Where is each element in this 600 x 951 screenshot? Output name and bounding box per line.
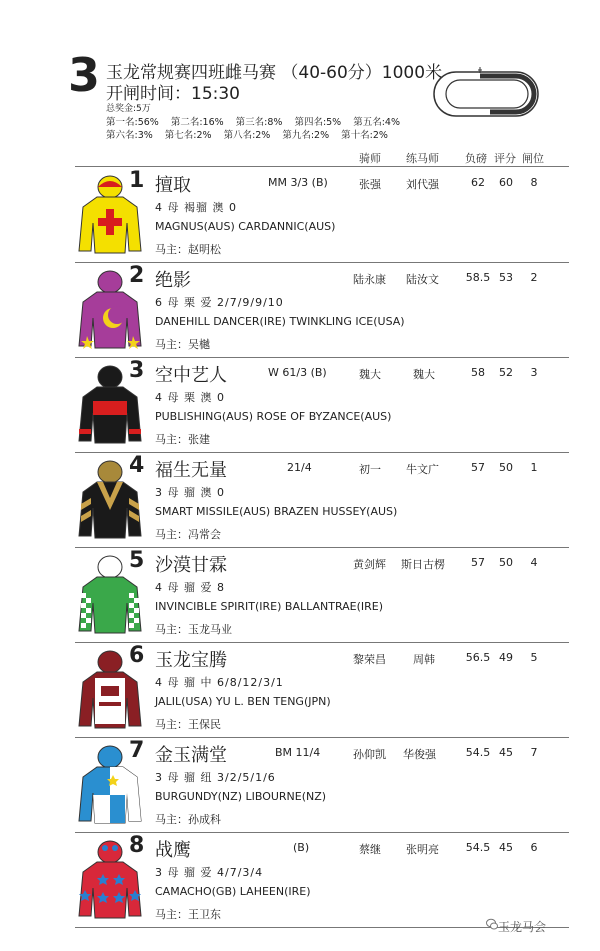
race-entry-7 xyxy=(75,737,569,833)
carried-weight: 62 xyxy=(471,176,485,189)
horse-name: 战鹰 xyxy=(155,840,191,861)
horse-owner: 马主：冯常会 xyxy=(155,528,221,541)
horse-details: 3 母 骝 爱 4/7/3/4 xyxy=(155,866,264,879)
horse-name: 擅取 xyxy=(155,175,191,196)
horse-details: 3 母 骝 纽 3/2/5/1/6 xyxy=(155,771,276,784)
entry-number: 1 xyxy=(129,168,145,193)
draw: 1 xyxy=(530,461,538,474)
jockey-name: 蔡继 xyxy=(359,843,381,856)
horse-note: 21/4 xyxy=(287,461,312,474)
draw: 8 xyxy=(530,176,538,189)
horse-owner: 马主：王保民 xyxy=(155,718,221,731)
prize-distribution-row-2: 第六名:3% 第七名:2% 第八名:2% 第九名:2% 第十名:2% xyxy=(106,130,388,141)
trainer-name: 斯日古楞 xyxy=(401,558,445,571)
horse-note: MM 3/3 (B) xyxy=(268,176,328,189)
horse-pedigree: JALIL(USA) YU L. BEN TENG(JPN) xyxy=(155,695,331,708)
horse-details: 3 母 骝 澳 0 xyxy=(155,486,225,499)
horse-pedigree: INVINCIBLE SPIRIT(IRE) BALLANTRAE(IRE) xyxy=(155,600,384,613)
race-entry-5 xyxy=(75,547,569,643)
rating: 45 xyxy=(499,841,513,854)
race-entry-1 xyxy=(75,167,569,263)
rating: 45 xyxy=(499,746,513,759)
jockey-name: 魏大 xyxy=(359,368,381,381)
horse-pedigree: PUBLISHING(AUS) ROSE OF BYZANCE(AUS) xyxy=(155,410,392,423)
horse-owner: 马主：吴樾 xyxy=(155,338,210,351)
horse-details: 6 母 栗 爱 2/7/9/9/10 xyxy=(155,296,284,309)
entry-number: 8 xyxy=(129,833,145,858)
horse-note: W 61/3 (B) xyxy=(268,366,327,379)
carried-weight: 56.5 xyxy=(465,651,491,664)
horse-pedigree: SMART MISSILE(AUS) BRAZEN HUSSEY(AUS) xyxy=(155,505,398,518)
horse-pedigree: DANEHILL DANCER(IRE) TWINKLING ICE(USA) xyxy=(155,315,405,328)
trainer-name: 刘代强 xyxy=(406,178,439,191)
trainer-name: 周韩 xyxy=(413,653,435,666)
horse-name: 绝影 xyxy=(155,270,191,291)
carried-weight: 58.5 xyxy=(465,271,491,284)
horse-pedigree: MAGNUS(AUS) CARDANNIC(AUS) xyxy=(155,220,336,233)
draw: 7 xyxy=(530,746,538,759)
entry-number: 2 xyxy=(129,263,145,288)
trainer-name: 牛文广 xyxy=(406,463,439,476)
rating: 60 xyxy=(499,176,513,189)
trainer-name: 张明亮 xyxy=(406,843,439,856)
carried-weight: 58 xyxy=(471,366,485,379)
carried-weight: 57 xyxy=(471,461,485,474)
column-header-weight: 负磅 xyxy=(465,152,487,165)
draw: 4 xyxy=(530,556,538,569)
race-entry-4 xyxy=(75,452,569,548)
column-header-rating: 评分 xyxy=(494,152,516,165)
track-diagram-icon xyxy=(420,62,548,126)
horse-owner: 马主：王卫东 xyxy=(155,908,221,921)
column-header-draw: 闸位 xyxy=(522,152,544,165)
trainer-name: 魏大 xyxy=(413,368,435,381)
prize-distribution-row-1: 第一名:56% 第二名:16% 第三名:8% 第四名:5% 第五名:4% xyxy=(106,117,400,128)
horse-name: 福生无量 xyxy=(155,460,227,481)
jockey-name: 孙仰凯 xyxy=(353,748,386,761)
rating: 50 xyxy=(499,556,513,569)
trainer-name: 华俊强 xyxy=(403,748,436,761)
race-entry-6 xyxy=(75,642,569,738)
horse-owner: 马主：赵明松 xyxy=(155,243,221,256)
horse-name: 金玉满堂 xyxy=(155,745,227,766)
draw: 3 xyxy=(530,366,538,379)
entry-number: 3 xyxy=(129,358,145,383)
watermark: 玉龙马会 xyxy=(498,920,547,934)
horse-name: 空中艺人 xyxy=(155,365,227,386)
race-title: 玉龙常规赛四班雌马赛 （40-60分）1000米 xyxy=(106,63,443,83)
column-header-jockey: 骑师 xyxy=(359,152,381,165)
horse-name: 沙漠甘霖 xyxy=(155,555,227,576)
race-entry-8 xyxy=(75,832,569,928)
horse-owner: 马主：张建 xyxy=(155,433,210,446)
wechat-icon xyxy=(486,918,498,930)
jockey-name: 黎荣昌 xyxy=(353,653,386,666)
horse-pedigree: BURGUNDY(NZ) LIBOURNE(NZ) xyxy=(155,790,327,803)
horse-details: 4 母 骝 爱 8 xyxy=(155,581,225,594)
entry-number: 7 xyxy=(129,738,145,763)
jockey-name: 陆永康 xyxy=(353,273,386,286)
race-purse: 总奖金:5万 xyxy=(106,104,151,114)
draw: 2 xyxy=(530,271,538,284)
draw: 6 xyxy=(530,841,538,854)
horse-details: 4 母 骝 中 6/8/12/3/1 xyxy=(155,676,284,689)
carried-weight: 54.5 xyxy=(465,746,491,759)
race-header xyxy=(0,0,600,165)
entry-number: 5 xyxy=(129,548,145,573)
horse-note: BM 11/4 xyxy=(275,746,321,759)
race-entry-3 xyxy=(75,357,569,453)
column-header-trainer: 练马师 xyxy=(406,152,439,165)
rating: 52 xyxy=(499,366,513,379)
trainer-name: 陆汝文 xyxy=(406,273,439,286)
horse-note: (B) xyxy=(293,841,310,854)
carried-weight: 54.5 xyxy=(465,841,491,854)
jockey-name: 初一 xyxy=(359,463,381,476)
carried-weight: 57 xyxy=(471,556,485,569)
rating: 49 xyxy=(499,651,513,664)
jockey-name: 黄剑辉 xyxy=(353,558,386,571)
jockey-name: 张强 xyxy=(359,178,381,191)
rating: 53 xyxy=(499,271,513,284)
entry-number: 6 xyxy=(129,643,145,668)
race-start-time: 开闸时间：15:30 xyxy=(106,84,240,104)
horse-details: 4 母 褐骝 澳 0 xyxy=(155,201,237,214)
horse-name: 玉龙宝腾 xyxy=(155,650,227,671)
race-number: 3 xyxy=(68,48,101,102)
rating: 50 xyxy=(499,461,513,474)
draw: 5 xyxy=(530,651,538,664)
horse-details: 4 母 栗 澳 0 xyxy=(155,391,225,404)
entry-number: 4 xyxy=(129,453,145,478)
horse-owner: 马主：玉龙马业 xyxy=(155,623,232,636)
race-entry-2 xyxy=(75,262,569,358)
horse-owner: 马主：孙成科 xyxy=(155,813,221,826)
horse-pedigree: CAMACHO(GB) LAHEEN(IRE) xyxy=(155,885,311,898)
